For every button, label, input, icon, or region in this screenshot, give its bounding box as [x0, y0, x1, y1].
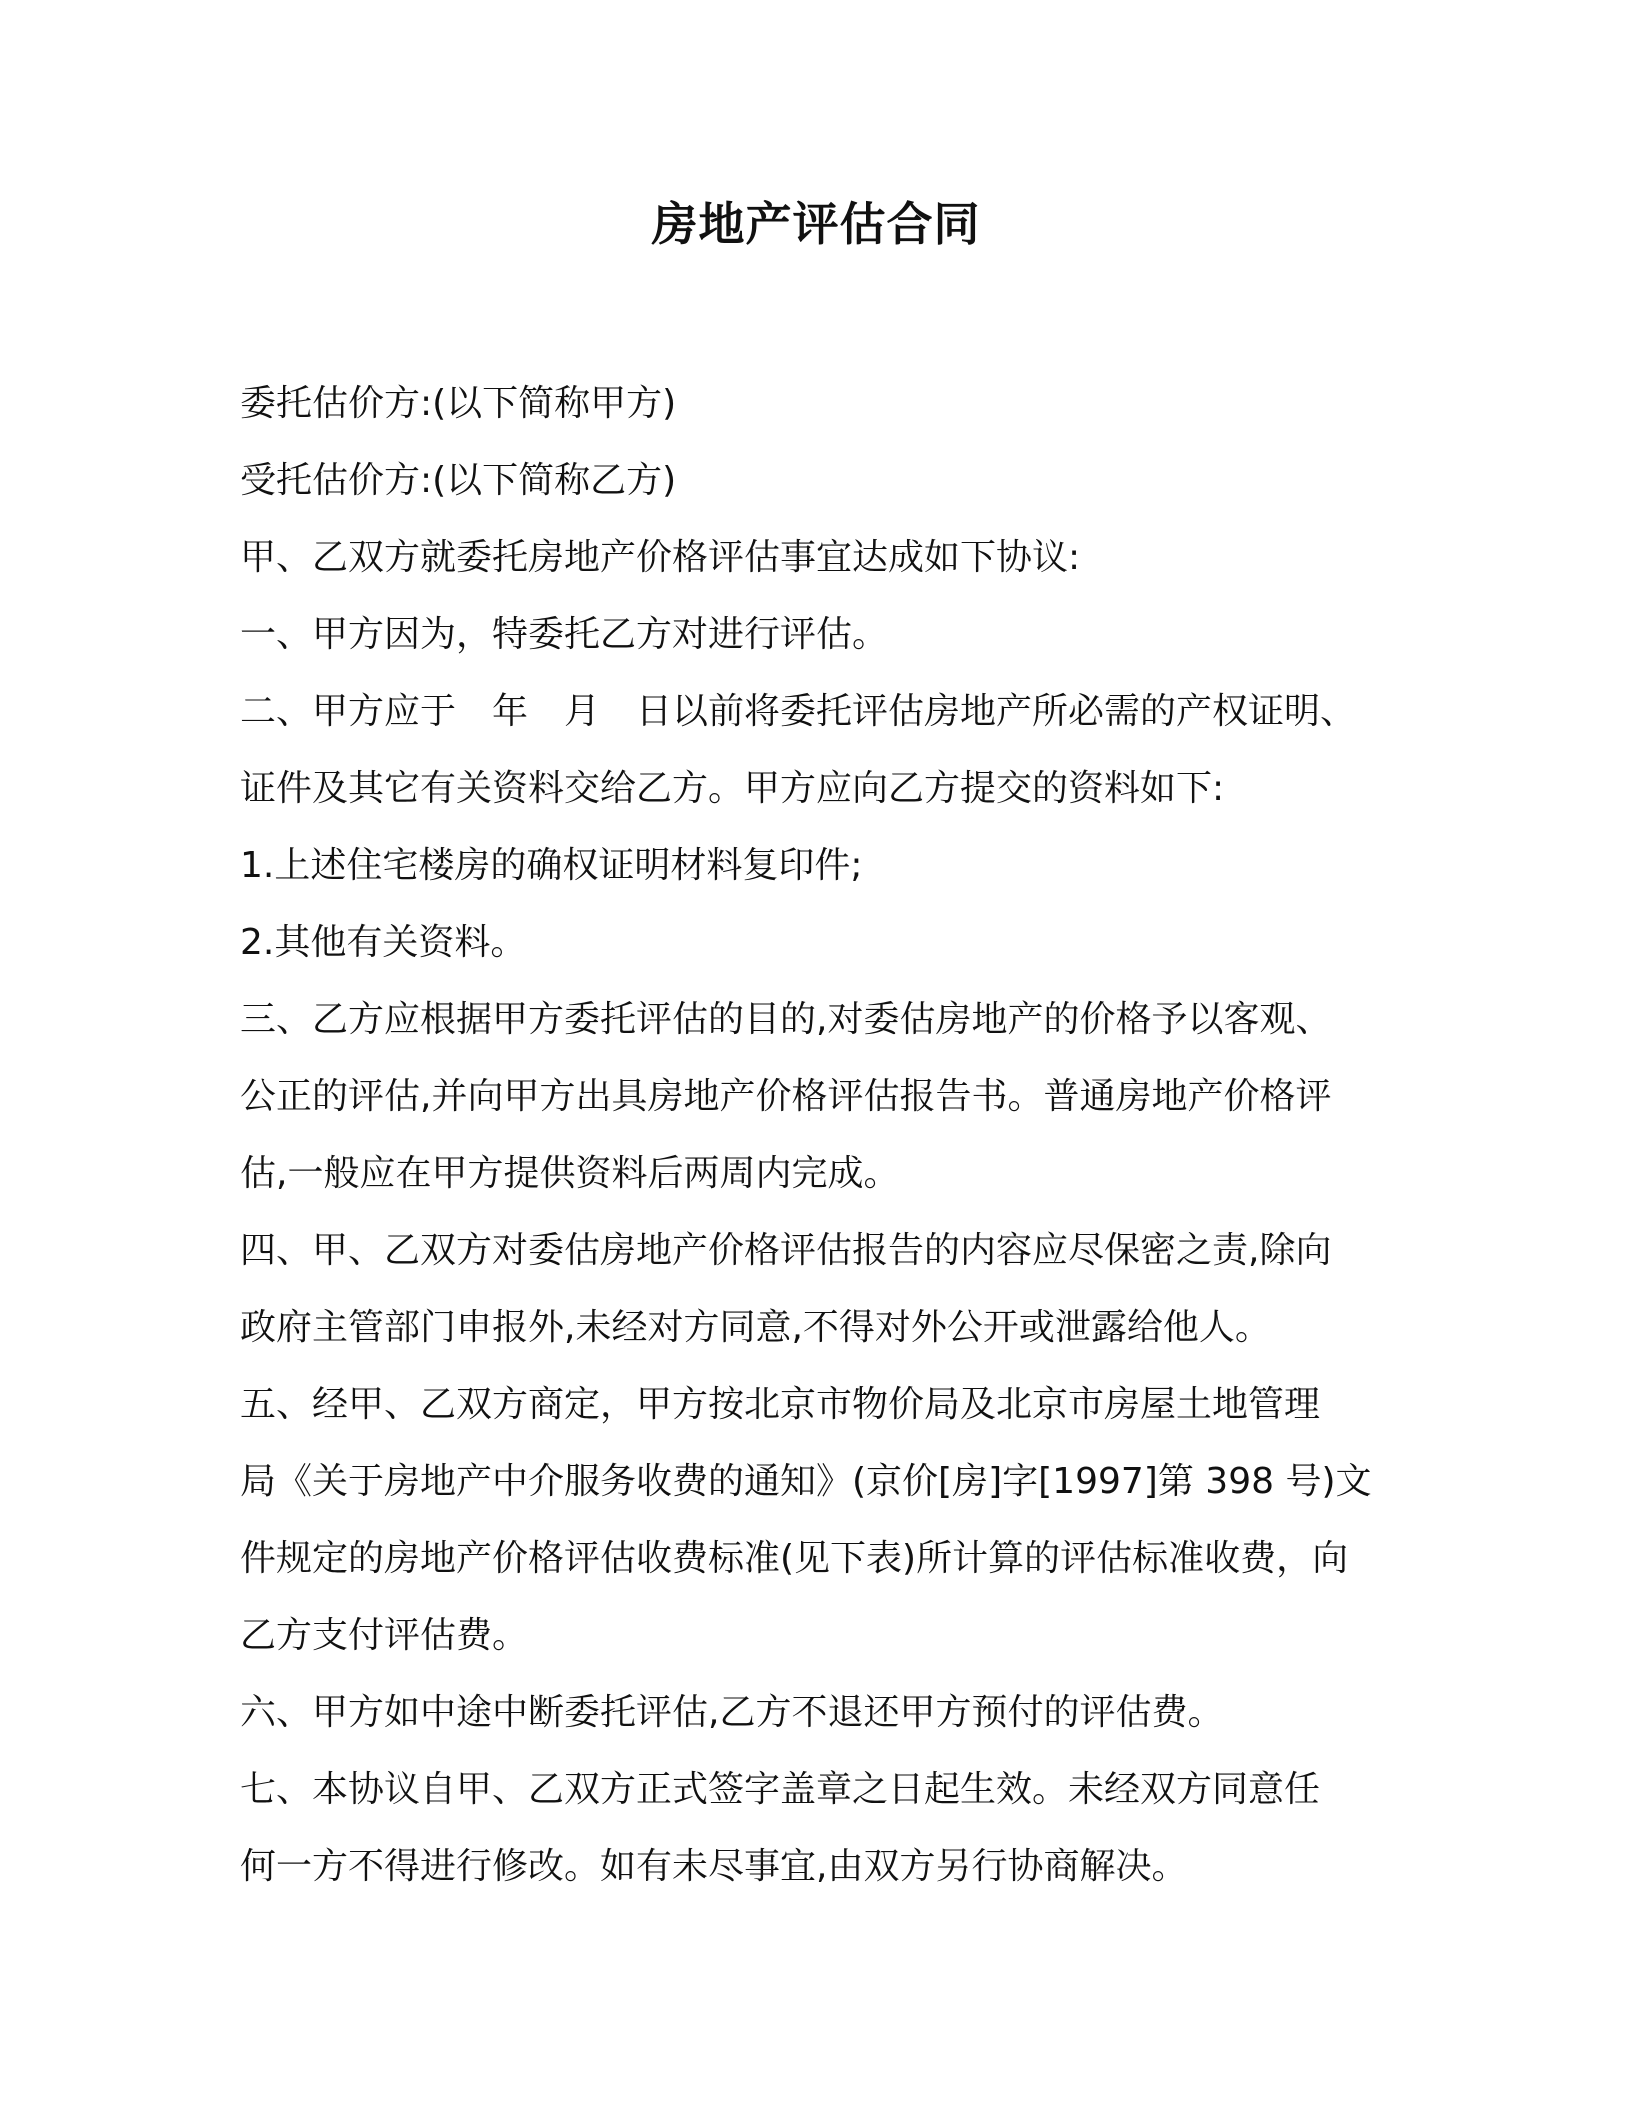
paragraph-line: 乙方支付评估费。 — [240, 1615, 529, 1656]
paragraph-line: 四、甲、乙双方对委估房地产价格评估报告的内容应尽保密之责,除向 — [240, 1230, 1332, 1271]
paragraph-line: 三、乙方应根据甲方委托评估的目的,对委估房地产的价格予以客观、 — [240, 999, 1332, 1040]
paragraph-line: 公正的评估,并向甲方出具房地产价格评估报告书。普通房地产价格评 — [240, 1076, 1332, 1117]
paragraph-line: 委托估价方:(以下简称甲方) — [240, 383, 677, 424]
paragraph-line: 政府主管部门申报外,未经对方同意,不得对外公开或泄露给他人。 — [240, 1307, 1271, 1348]
paragraph-line: 受托估价方:(以下简称乙方) — [240, 460, 677, 501]
paragraph-line: 五、经甲、乙双方商定，甲方按北京市物价局及北京市房屋土地管理 — [240, 1384, 1321, 1425]
paragraph-line: 件规定的房地产价格评估收费标准(见下表)所计算的评估标准收费，向 — [240, 1538, 1349, 1579]
paragraph-line: 甲、乙双方就委托房地产价格评估事宜达成如下协议: — [240, 537, 1081, 578]
paragraph-line: 估,一般应在甲方提供资料后两周内完成。 — [240, 1153, 900, 1194]
paragraph-line: 二、甲方应于 年 月 日以前将委托评估房地产所必需的产权证明、 — [240, 691, 1357, 732]
paragraph-line: 证件及其它有关资料交给乙方。甲方应向乙方提交的资料如下: — [240, 768, 1225, 809]
paragraph-line: 七、本协议自甲、乙双方正式签字盖章之日起生效。未经双方同意任 — [240, 1769, 1321, 1810]
paragraph-line: 一、甲方因为，特委托乙方对进行评估。 — [240, 614, 889, 655]
document-body — [240, 365, 1390, 1905]
paragraph-line: 六、甲方如中途中断委托评估,乙方不退还甲方预付的评估费。 — [240, 1692, 1224, 1733]
paragraph-line: 2.其他有关资料。 — [240, 922, 527, 963]
paragraph-line: 局《关于房地产中介服务收费的通知》(京价[房]字[1997]第 398 号)文 — [240, 1461, 1372, 1502]
paragraph-line: 何一方不得进行修改。如有未尽事宜,由双方另行协商解决。 — [240, 1846, 1188, 1887]
document-title: 房地产评估合同 — [651, 197, 981, 251]
paragraph-line: 1.上述住宅楼房的确权证明材料复印件; — [240, 845, 863, 886]
